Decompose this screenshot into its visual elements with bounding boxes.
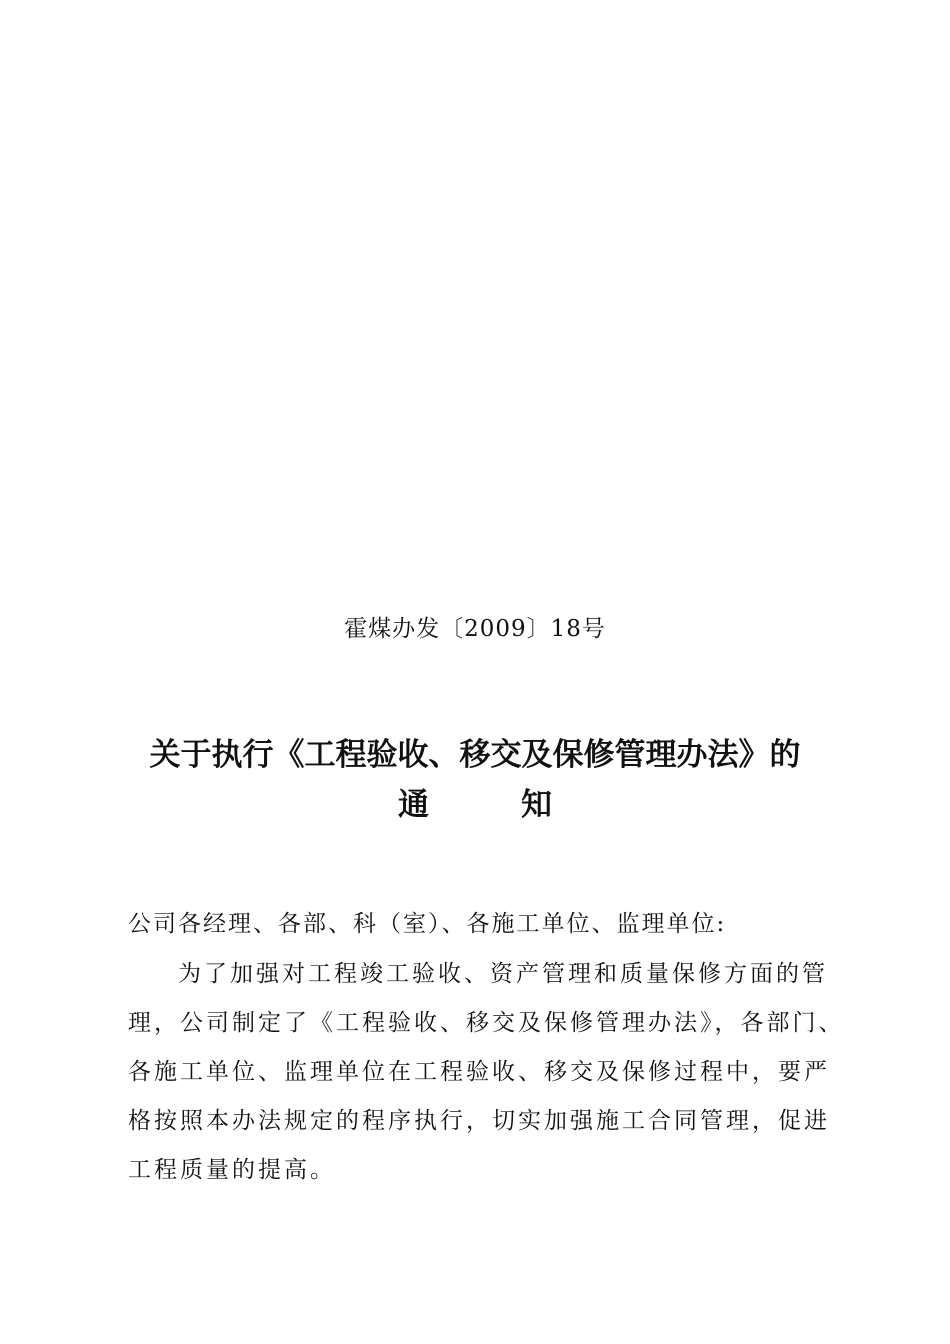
body-line: 格按照本办法规定的程序执行，切实加强施工合同管理，促进 [128, 1108, 830, 1134]
document-title [0, 730, 950, 830]
body-paragraph [128, 950, 845, 1195]
document-number: 霍煤办发〔2009〕18号 [344, 616, 606, 642]
body-line: 为了加强对工程竣工验收、资产管理和质量保修方面的管 [178, 961, 828, 987]
title-char-tong: 通 [398, 787, 429, 823]
title-line-1: 关于执行《工程验收、移交及保修管理办法》的 [149, 737, 801, 773]
body-line: 理，公司制定了《工程验收、移交及保修管理办法》，各部门、 [128, 1010, 845, 1036]
title-line-2 [0, 780, 950, 830]
title-char-zhi: 知 [521, 787, 552, 823]
body-line: 工程质量的提高。 [128, 1157, 336, 1183]
body-line: 各施工单位、监理单位在工程验收、移交及保修过程中，要严 [128, 1059, 830, 1085]
addressee-line: 公司各经理、各部、科（室）、各施工单位、监理单位: [128, 911, 727, 937]
